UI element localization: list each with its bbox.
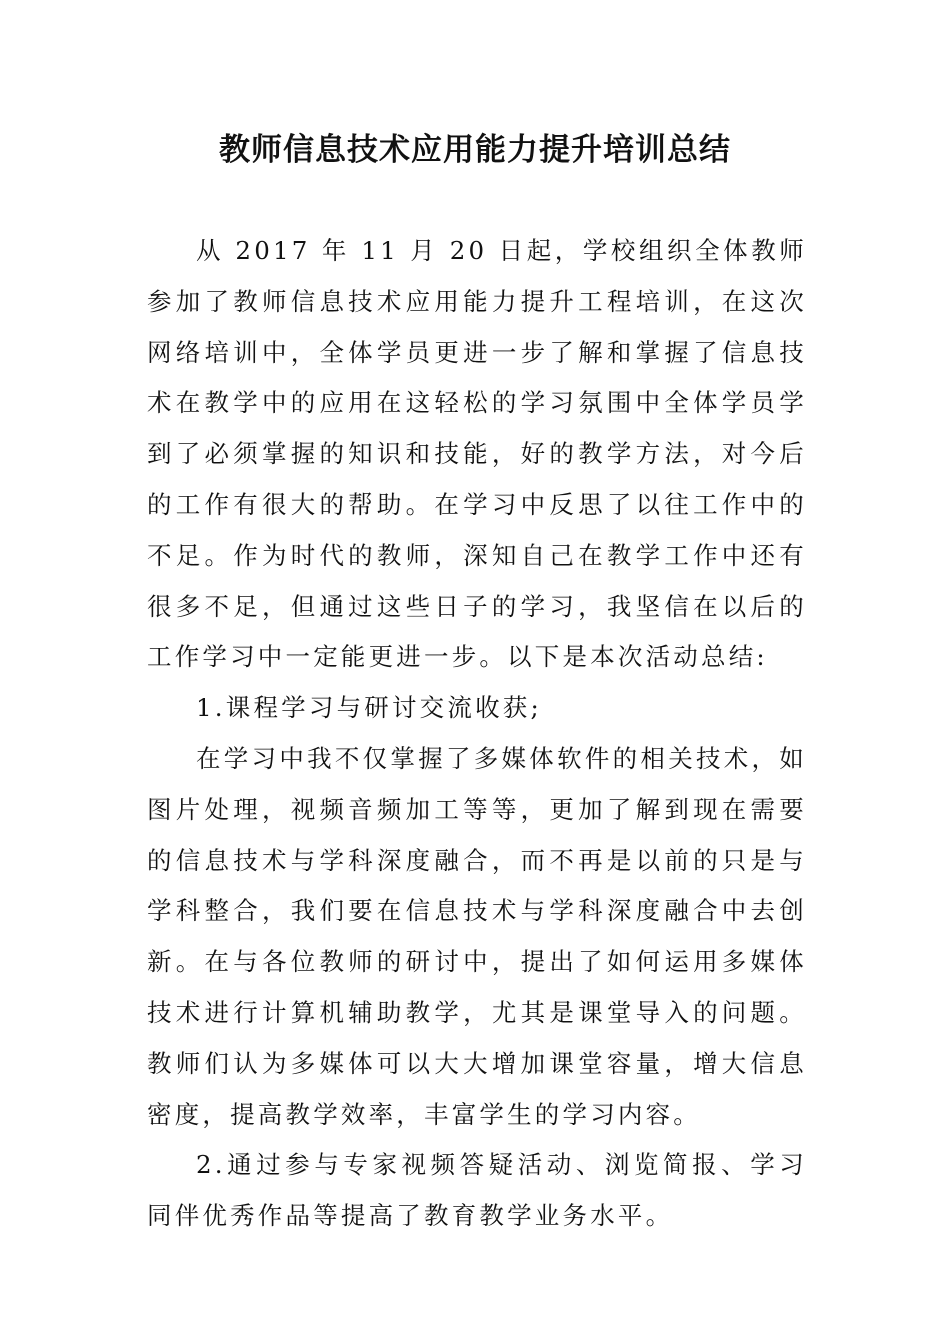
paragraph-section-1-body: 在学习中我不仅掌握了多媒体软件的相关技术，如图片处理，视频音频加工等等，更加了解到现在需要的信息技术与学科深度融合，而不再是以前的只是与学科整合，我们要在信息技术与学科深度融合中去创新。在与各位教师的研讨中，提出了如何运用多媒体技术进行计算机辅助教学，尤其是课堂导入的问题。教师们认为多媒体可以大大增加课堂容量，增大信息密度，提高教学效率，丰富学生的学习内容。 [147,743,807,1129]
document-body [147,226,807,1242]
document-title: 教师信息技术应用能力提升培训总结 [219,132,731,168]
paragraph-intro: 从 2017 年 11 月 20 日起，学校组织全体教师参加了教师信息技术应用能力提升工程培训，在这次网络培训中，全体学员更进一步了解和掌握了信息技术在教学中的应用在这轻松的学习氛围中全体学员学到了必须掌握的知识和技能，好的教学方法，对今后的工作有很大的帮助。在学习中反思了以往工作中的不足。作为时代的教师，深知自己在教学工作中还有很多不足，但通过这些日子的学习，我坚信在以后的工作学习中一定能更进一步。以下是本次活动总结: [147,236,807,672]
paragraph-section-2-heading: 2.通过参与专家视频答疑活动、浏览简报、学习同伴优秀作品等提高了教育教学业务水平。 [147,1150,807,1231]
paragraph-section-1-heading: 1.课程学习与研讨交流收获; [196,693,542,723]
